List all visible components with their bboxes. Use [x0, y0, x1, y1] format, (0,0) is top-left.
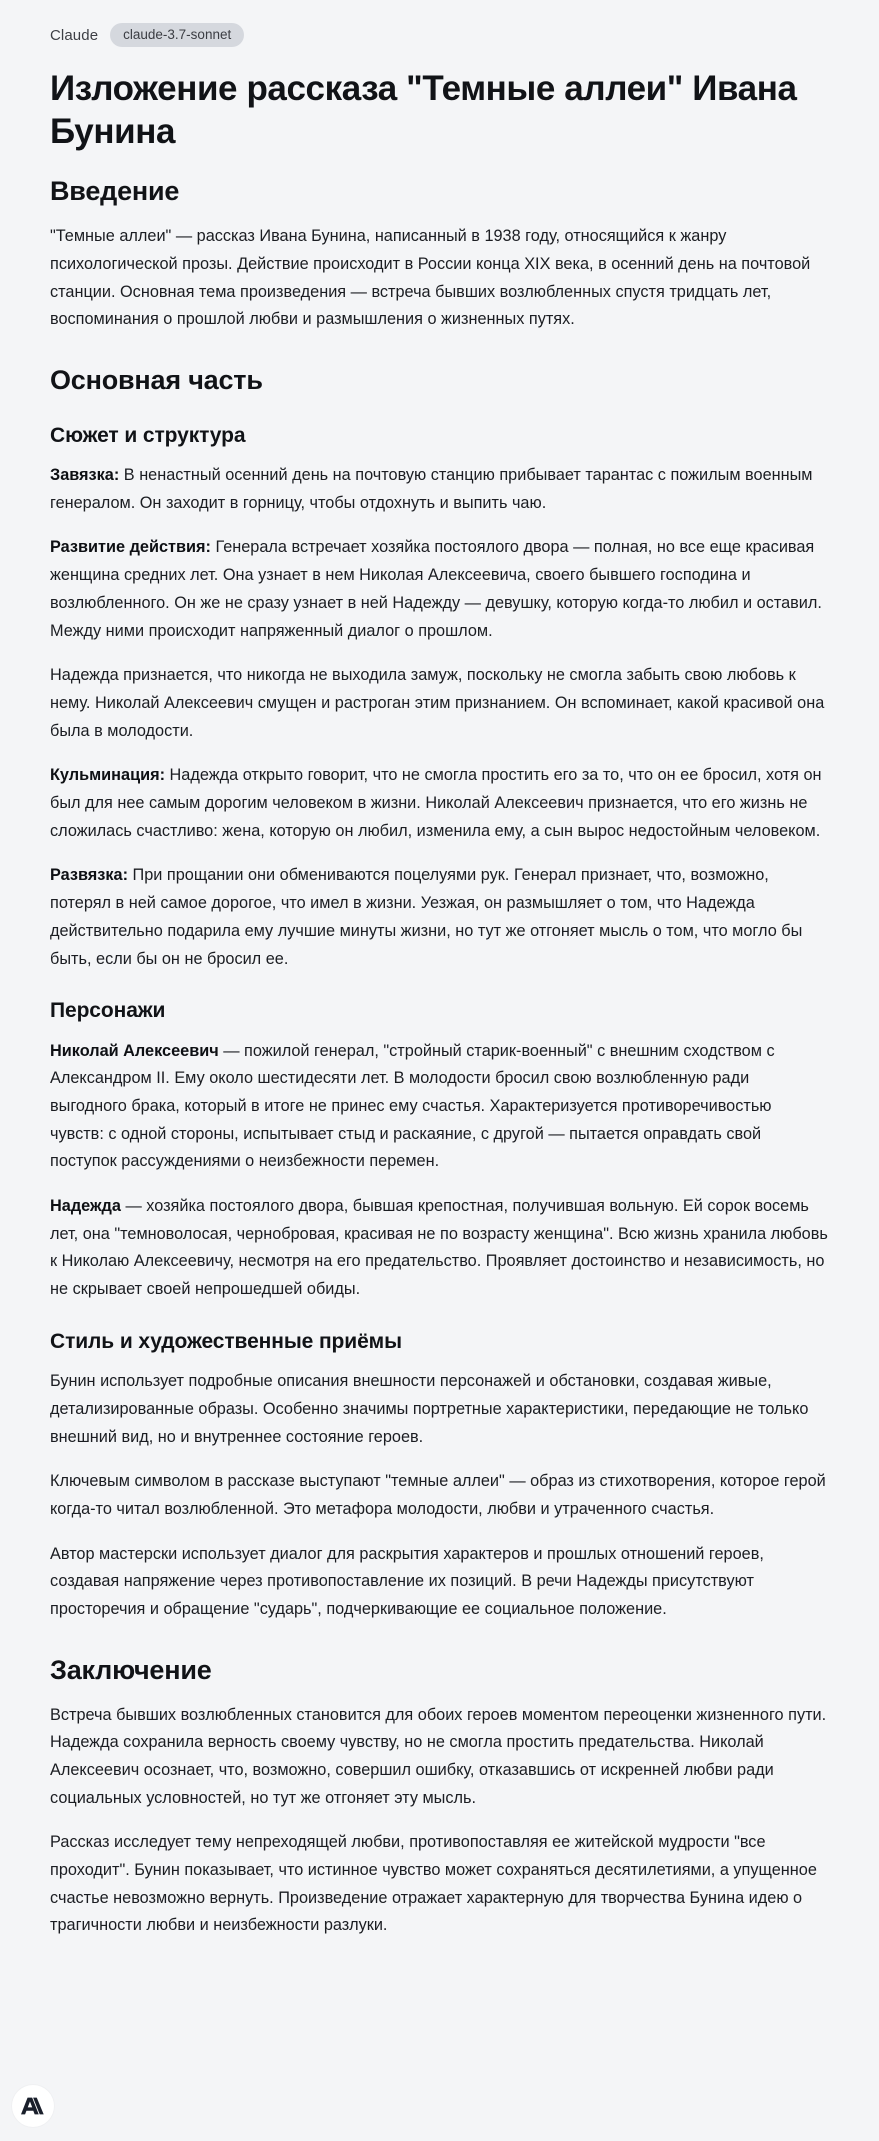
- section-heading: Заключение: [50, 1654, 212, 1685]
- paragraph-text: Встреча бывших возлюбленных становится для обоих героев моментом переоценки жизненного пути. Надежда сохранила верность своему чувству, но не смогла простить предательства. Николай Алексеевич осознает, что, возможно, совершил ошибку, отказавшись от искренней любви ради социальных условностей, но тут же отгоняет эту мысль.: [50, 1705, 827, 1807]
- bottom-spacer: [50, 1940, 829, 1992]
- paragraph-text: — пожилой генерал, "стройный старик-военный" с внешним сходством с Александром II. Ему около шестидесяти лет. В молодости бросил свою возлюбленную ради выгодного брака, который в итоге не принес ему счастья. Характеризуется противоречивостью чувств: с одной стороны, испытывает стыд и раскаяние, с другой — пытается оправдать свой поступок рассуждениями о неизбежности перемен.: [50, 1041, 775, 1171]
- paragraph: [50, 1193, 829, 1304]
- section: [50, 364, 829, 398]
- paragraph-lead: Завязка:: [50, 465, 120, 484]
- paragraph-lead: Николай Алексеевич: [50, 1041, 219, 1060]
- paragraph-text: Автор мастерски использует диалог для раскрытия характеров и прошлых отношений героев, создавая напряжение через противопоставление их позиций. В речи Надежды присутствуют просторечия и обращение "сударь", подчеркивающие ее социальное положение.: [50, 1544, 764, 1619]
- paragraph: [50, 462, 829, 517]
- section-heading: Стиль и художественные приёмы: [50, 1329, 402, 1353]
- section-heading: Основная часть: [50, 364, 263, 395]
- paragraph: [50, 534, 829, 645]
- paragraph-text: Рассказ исследует тему непреходящей любви, противопоставляя ее житейской мудрости "все проходит". Бунин показывает, что истинное чувство может сохраняться десятилетиями, а упущенное счастье невозможно вернуть. Произведение отражает характерную для творчества Бунина идею о трагичности любви и неизбежности разлуки.: [50, 1833, 817, 1935]
- paragraph: [50, 1829, 829, 1940]
- header-bar: [50, 22, 829, 48]
- paragraph-text: Надежда признается, что никогда не выходила замуж, поскольку не смогла забыть свою любовь к нему. Николай Алексеевич смущен и растроган этим признанием. Он вспоминает, какой красивой она была в молодости.: [50, 666, 825, 740]
- section: [50, 422, 829, 974]
- section: [50, 175, 829, 334]
- paragraph-text: — хозяйка постоялого двора, бывшая крепостная, получившая вольную. Ей сорок восемь лет, она "темноволосая, чернобровая, красивая не по возрасту женщина". Всю жизнь хранила любовь к Николаю Алексеевичу, несмотря на его предательство. Проявляет достоинство и независимость, но не скрывает своей непрошедшей обиды.: [50, 1197, 828, 1299]
- paragraph-text: При прощании они обмениваются поцелуями рук. Генерал признает, что, возможно, потерял в ней самое дорогое, что имел в жизни. Уезжая, он размышляет о том, что Надежда действительно подарила ему лучшие минуты жизни, но тут же отгоняет мысль о том, что могло бы быть, если бы он не бросил ее.: [50, 866, 803, 968]
- paragraph: [50, 1038, 829, 1177]
- paragraph-lead: Развитие действия:: [50, 538, 211, 557]
- paragraph-lead: Кульминация:: [50, 766, 166, 785]
- section-heading: Введение: [50, 176, 180, 207]
- section: [50, 1328, 829, 1624]
- anthropic-logo-icon: [12, 2085, 54, 2127]
- section-heading: Сюжет и структура: [50, 423, 246, 447]
- page-title: Изложение рассказа "Темные аллеи" Ивана Бунина: [50, 69, 797, 151]
- paragraph: [50, 1468, 829, 1523]
- paragraph-lead: Надежда: [50, 1197, 121, 1216]
- paragraph: [50, 1702, 829, 1813]
- paragraph-text: Генерала встречает хозяйка постоялого двора — полная, но все еще красивая женщина средних лет. Она узнает в нем Николая Алексеевича, своего бывшего господина и возлюбленного. Он же не сразу узнает в ней Надежду — девушку, которую когда-то любил и оставил. Между ними происходит напряженный диалог о прошлом.: [50, 538, 822, 640]
- paragraph-text: Ключевым символом в рассказе выступают "темные аллеи" — образ из стихотворения, которое герой когда-то читал возлюбленной. Это метафора молодости, любви и утраченного счастья.: [50, 1472, 826, 1518]
- paragraph-lead: Развязка:: [50, 866, 129, 885]
- document-body: [50, 175, 829, 1940]
- paragraph: [50, 762, 829, 845]
- section: [50, 997, 829, 1304]
- paragraph-text: Бунин использует подробные описания внешности персонажей и обстановки, создавая живые, детализированные образы. Особенно значимы портретные характеристики, передающие не только внешний вид, но и внутреннее состояние героев.: [50, 1372, 809, 1446]
- paragraph: [50, 1368, 829, 1451]
- paragraph: [50, 662, 829, 745]
- paragraph: [50, 862, 829, 973]
- paragraph-text: В ненастный осенний день на почтовую станцию прибывает тарантас с пожилым военным генералом. Он заходит в горницу, чтобы отдохнуть и выпить чаю.: [50, 465, 813, 512]
- paragraph: "Темные аллеи" — рассказ Ивана Бунина, написанный в 1938 году, относящийся к жанру психологической прозы. Действие происходит в России конца XIX века, в осенний день на почтовой станции. Основная тема произведения — встреча бывших возлюбленных спустя тридцать лет, воспоминания о прошлой любви и размышления о жизненных путях.: [50, 227, 811, 329]
- paragraph-text: Надежда открыто говорит, что не смогла простить его за то, что он ее бросил, хотя он был для нее самым дорогим человеком в жизни. Николай Алексеевич признается, что его жизнь не сложилась счастливо: жена, которую он любил, изменила ему, а сын вырос недостойным человеком.: [50, 766, 822, 840]
- brand-label: Claude: [50, 26, 99, 44]
- section-heading: Персонажи: [50, 999, 166, 1023]
- section: [50, 1654, 829, 1940]
- paragraph: [50, 1541, 829, 1624]
- model-badge[interactable]: claude-3.7-sonnet: [110, 23, 244, 48]
